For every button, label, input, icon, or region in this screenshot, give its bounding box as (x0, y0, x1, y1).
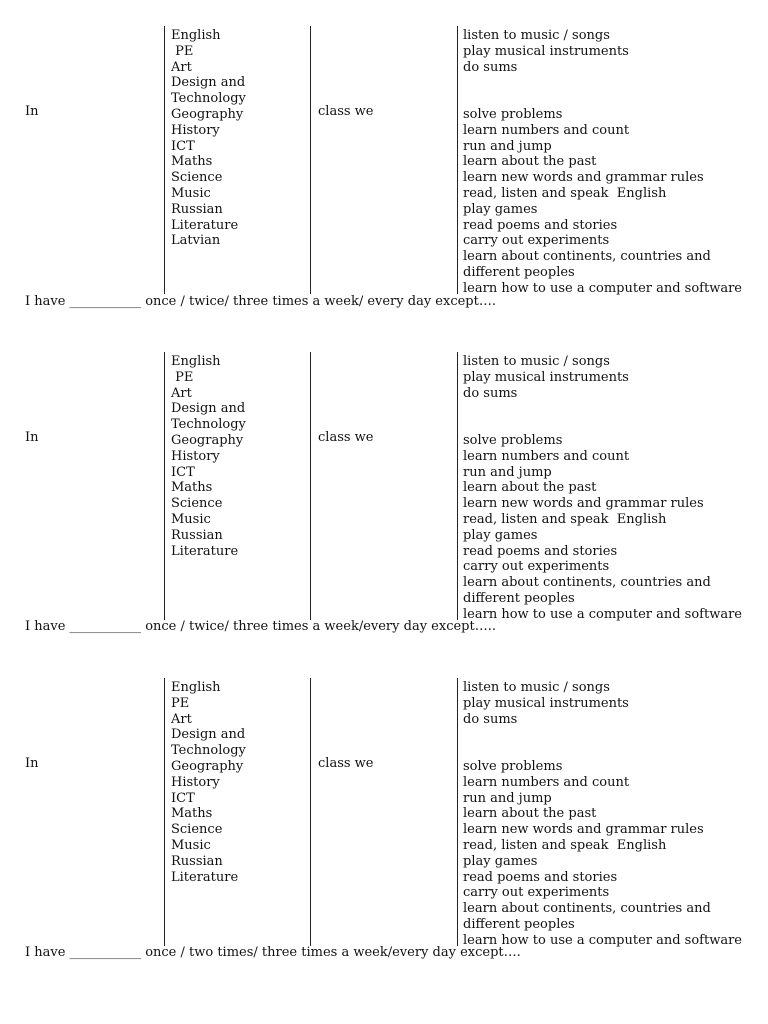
activity-item: read poems and stories (463, 543, 618, 559)
subject-item: Music (171, 511, 211, 527)
activity-item: run and jump (463, 464, 552, 480)
activity-item: different peoples (463, 916, 575, 932)
divider-line (164, 678, 165, 946)
activity-item: read poems and stories (463, 869, 618, 885)
subject-item: History (171, 448, 220, 464)
subject-item: Design and (171, 75, 246, 91)
subject-item: Literature (171, 869, 239, 885)
divider-line (457, 678, 458, 946)
activity-item: listen to music / songs (463, 28, 610, 43)
activity-item: carry out experiments (463, 885, 610, 901)
activity-item: learn about the past (463, 480, 597, 496)
activity-list (463, 28, 742, 297)
subject-item: ICT (171, 138, 195, 154)
activity-item: read, listen and speak English (463, 837, 667, 853)
subject-item: Music (171, 837, 211, 853)
subject-item: Russian (171, 201, 223, 217)
subject-item: English (171, 28, 221, 43)
subject-item: Geography (171, 432, 244, 448)
subject-item: Art (171, 385, 192, 401)
subject-item: Music (171, 185, 211, 201)
divider-line (164, 26, 165, 294)
subject-item: Maths (171, 154, 213, 170)
in-label: In (25, 104, 39, 119)
activity-item: listen to music / songs (463, 680, 610, 695)
class-we-label: class we (318, 756, 374, 771)
subject-item: PE (171, 43, 194, 59)
activity-item: play games (463, 853, 538, 869)
subject-item: Latvian (171, 233, 221, 249)
activity-item: learn numbers and count (463, 448, 630, 464)
subject-item: ICT (171, 464, 195, 480)
have-sentence: I have ___________ once / two times/ three times a week/every day except…. (25, 945, 521, 960)
subject-item: History (171, 774, 220, 790)
subject-item: PE (171, 369, 194, 385)
activity-item: play games (463, 527, 538, 543)
subject-item: Maths (171, 480, 213, 496)
activity-item: learn how to use a computer and software (463, 932, 743, 948)
activity-item: play musical instruments (463, 695, 629, 711)
subject-item: Geography (171, 758, 244, 774)
activity-item: play musical instruments (463, 369, 629, 385)
activity-item: solve problems (463, 758, 563, 774)
activity-item: do sums (463, 59, 518, 75)
activity-item: learn about continents, countries and (463, 575, 711, 591)
activity-spacer (463, 75, 742, 107)
activity-item: read, listen and speak English (463, 185, 667, 201)
activity-item: learn new words and grammar rules (463, 170, 704, 186)
divider-line (310, 352, 311, 620)
activity-item: read poems and stories (463, 217, 618, 233)
activity-item: carry out experiments (463, 559, 610, 575)
subject-list (171, 680, 246, 885)
activity-item: play musical instruments (463, 43, 629, 59)
subject-item: Science (171, 822, 223, 838)
activity-item: learn new words and grammar rules (463, 822, 704, 838)
activity-item: learn numbers and count (463, 774, 630, 790)
class-we-label: class we (318, 430, 374, 445)
activity-item: learn about the past (463, 154, 597, 170)
divider-line (310, 678, 311, 946)
activity-item: different peoples (463, 590, 575, 606)
class-we-label: class we (318, 104, 374, 119)
subject-item: Design and (171, 727, 246, 743)
subject-item: Technology (171, 417, 246, 433)
activity-item: learn about the past (463, 806, 597, 822)
activity-item: learn how to use a computer and software (463, 606, 743, 622)
activity-item: do sums (463, 711, 518, 727)
activity-item: play games (463, 201, 538, 217)
subject-item: Technology (171, 91, 246, 107)
subject-item: Geography (171, 106, 244, 122)
subject-item: Maths (171, 806, 213, 822)
subject-item: Literature (171, 217, 239, 233)
activity-spacer (463, 727, 742, 759)
subject-item: Literature (171, 543, 239, 559)
subject-item: English (171, 680, 221, 695)
divider-line (457, 352, 458, 620)
worksheet-block-2 (0, 352, 768, 632)
subject-item: Russian (171, 853, 223, 869)
worksheet-block-3 (0, 678, 768, 958)
subject-item: Science (171, 496, 223, 512)
worksheet-block-1 (0, 26, 768, 309)
subject-list (171, 28, 246, 249)
activity-item: learn about continents, countries and (463, 901, 711, 917)
subject-item: ICT (171, 790, 195, 806)
divider-line (457, 26, 458, 294)
activity-list (463, 680, 742, 949)
activity-item: run and jump (463, 790, 552, 806)
activity-item: read, listen and speak English (463, 511, 667, 527)
subject-item: Art (171, 59, 192, 75)
subject-item: PE (171, 695, 190, 711)
subject-item: English (171, 354, 221, 369)
in-label: In (25, 756, 39, 771)
activity-spacer (463, 401, 742, 433)
subject-item: Art (171, 711, 192, 727)
subject-item: Technology (171, 743, 246, 759)
activity-item: learn new words and grammar rules (463, 496, 704, 512)
activity-item: run and jump (463, 138, 552, 154)
activity-item: learn how to use a computer and software (463, 280, 743, 296)
activity-item: solve problems (463, 106, 563, 122)
activity-item: listen to music / songs (463, 354, 610, 369)
activity-item: carry out experiments (463, 233, 610, 249)
subject-item: Science (171, 170, 223, 186)
subject-list (171, 354, 246, 559)
have-sentence: I have ___________ once / twice/ three times a week/ every day except…. (25, 294, 496, 309)
divider-line (310, 26, 311, 294)
activity-item: learn numbers and count (463, 122, 630, 138)
activity-item: solve problems (463, 432, 563, 448)
activity-item: do sums (463, 385, 518, 401)
activity-item: learn about continents, countries and (463, 249, 711, 265)
have-sentence: I have ___________ once / twice/ three times a week/every day except….. (25, 619, 496, 634)
activity-item: different peoples (463, 264, 575, 280)
subject-item: Design and (171, 401, 246, 417)
activity-list (463, 354, 742, 623)
subject-item: Russian (171, 527, 223, 543)
divider-line (164, 352, 165, 620)
subject-item: History (171, 122, 220, 138)
in-label: In (25, 430, 39, 445)
